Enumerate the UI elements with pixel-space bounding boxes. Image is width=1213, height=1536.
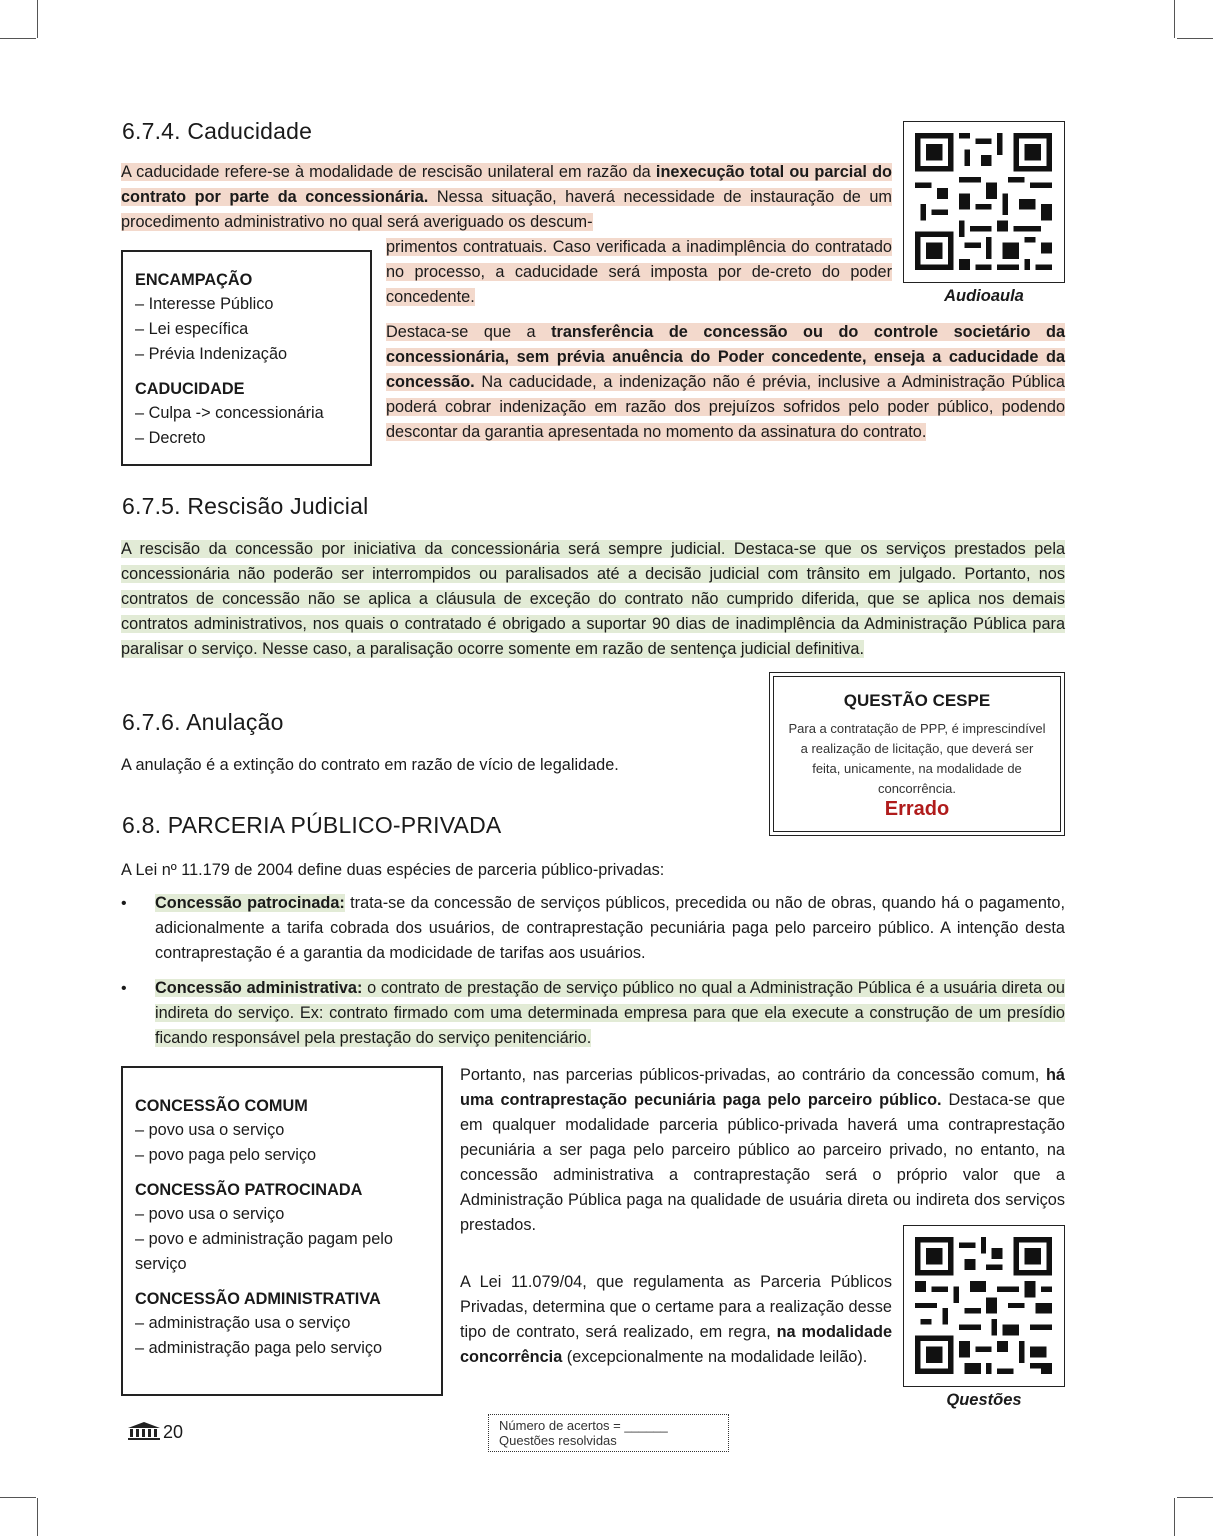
box-item: – povo usa o serviço (135, 1205, 285, 1223)
caducidade-paragraph-1-cont (386, 235, 892, 310)
section-heading-ppp: 6.8. PARCERIA PÚBLICO-PRIVADA (122, 812, 502, 838)
box-title: CONCESSÃO ADMINISTRATIVA (135, 1290, 381, 1308)
score-blank: ______ (624, 1418, 668, 1433)
crop-mark (37, 1498, 38, 1536)
caducidade-text: A caducidade refere-se à modalidade de rescisão unilateral em razão da (121, 163, 656, 181)
qr-code-icon (904, 1226, 1063, 1385)
qr-caption-audioaula: Audioaula (944, 287, 1024, 305)
ppp-intro: A Lei nº 11.179 de 2004 define duas espécies de parceria público-privadas: (121, 861, 665, 879)
ppp-paragraph-3 (460, 1063, 1065, 1238)
cespe-answer: Errado (884, 798, 950, 820)
anulacao-paragraph: A anulação é a extinção do contrato em razão de vício de legalidade. (121, 756, 619, 774)
crop-mark (37, 0, 38, 38)
qr-code-icon (904, 122, 1063, 281)
crop-mark (1174, 0, 1175, 38)
box-item: – Decreto (135, 429, 206, 447)
questao-cespe-box (769, 672, 1065, 836)
box-item: – povo usa o serviço (135, 1121, 285, 1139)
ppp-text: Destaca-se que em qualquer modalidade parceria público-privada haverá uma contraprestação pecuniária a ser paga pelo parceiro público ao parceiro privado, no entanto, na concessão administrativa a contraprestação será o próprio valor que a Administração Pública paga na qualidade de usuária direta ou indireta dos serviços prestados. (460, 1091, 1065, 1234)
box-item: – administração usa o serviço (135, 1314, 351, 1332)
crop-mark (1177, 38, 1213, 39)
caducidade-text: primentos contratuais. Caso verificada a inadimplência do contratado no processo, a caducidade será imposta por de-creto do poder concedente. (386, 238, 892, 306)
ppp-text: Portanto, nas parcerias públicos-privadas, ao contrário da concessão comum, (460, 1066, 1046, 1084)
box-item: – administração paga pelo serviço (135, 1339, 383, 1357)
ppp-text: (excepcionalmente na modalidade leilão). (562, 1348, 868, 1366)
crop-mark (1174, 1498, 1175, 1536)
crop-mark (0, 1497, 36, 1498)
summary-box-concessoes (121, 1066, 443, 1396)
rescisao-text: A rescisão da concessão por iniciativa da concessionária será sempre judicial. Destaca-se que os serviços prestados pela concessionária não poderão ser interrompidos ou paralisados até a decisão judicial com trânsito em julgado. Portanto, nos contratos de concessão não se aplica a cláusula de exceção do contrato não cumprido diferida, que se aplica nos demais contratos administrativos, nos quais o contratado é obrigado a suportar 90 dias de inadimplência da Administração Pública para paralisar o serviço. Nesse caso, a paralisação ocorre somente em razão de sentença judicial definitiva. (121, 540, 1065, 658)
bullet-dot: • (121, 895, 127, 912)
ppp-text-bold: na modalidade concorrência (460, 1323, 893, 1366)
summary-box-encampacao (121, 250, 372, 466)
box-title: CADUCIDADE (135, 380, 245, 398)
qr-code-audioaula[interactable] (903, 121, 1065, 283)
box-item: – povo paga pelo serviço (135, 1146, 317, 1164)
bullet-label: Concessão patrocinada: (155, 894, 345, 912)
caducidade-text-bold: transferência de concessão ou do controle societário da concessionária, sem prévia anuência do Poder concedente, enseja a caducidade da concessão. (386, 323, 1065, 391)
box-item: – Lei específica (135, 320, 249, 338)
caducidade-text-bold: inexecução total ou parcial do contrato por parte da concessionária. (121, 163, 892, 206)
page-number: 20 (163, 1422, 184, 1442)
box-item: – Interesse Público (135, 295, 274, 313)
qr-caption-questoes: Questões (946, 1391, 1022, 1409)
bullet-label: Concessão administrativa: (155, 979, 363, 997)
caducidade-paragraph-1 (121, 160, 892, 235)
score-label-acertos: Número de acertos = (499, 1418, 621, 1433)
crop-mark (0, 38, 36, 39)
box-title: CONCESSÃO PATROCINADA (135, 1181, 363, 1199)
box-title: ENCAMPAÇÃO (135, 271, 253, 289)
bullet-concessao-patrocinada (155, 891, 1065, 966)
section-heading-rescisao-judicial: 6.7.5. Rescisão Judicial (122, 493, 369, 519)
score-label-resolvidas: Questões resolvidas (499, 1433, 617, 1448)
caducidade-text: Destaca-se que a (386, 323, 552, 341)
bullet-concessao-administrativa (155, 976, 1065, 1051)
library-icon (127, 1421, 161, 1446)
crop-mark (1177, 1497, 1213, 1498)
section-heading-anulacao: 6.7.6. Anulação (122, 709, 284, 735)
box-item: – Culpa -> concessionária (135, 404, 324, 422)
bullet-dot: • (121, 980, 127, 997)
score-box (488, 1414, 729, 1452)
caducidade-paragraph-2 (386, 320, 1065, 445)
cespe-title: QUESTÃO CESPE (843, 691, 991, 710)
qr-code-questoes[interactable] (903, 1225, 1065, 1387)
bullet-text: o contrato de prestação de serviço público no qual a Administração Pública é a usuária direta ou indireta do serviço. Ex: contrato firmado com uma determinada empresa para que ela execute a construção de um presídio ficando responsável pela prestação do serviço penitenciário. (155, 979, 1065, 1047)
box-item: – Prévia Indenização (135, 345, 288, 363)
rescisao-judicial-paragraph (121, 537, 1065, 662)
caducidade-text: Nessa situação, haverá necessidade de instauração de um procedimento administrativo no qual será averiguado os descum- (121, 188, 892, 231)
section-heading-caducidade: 6.7.4. Caducidade (122, 118, 313, 144)
bullet-text: trata-se da concessão de serviços públicos, precedida ou não de obras, quando há o pagamento, adicionalmente a tarifa cobrada dos usuários, de contraprestação pecuniária paga pelo parceiro público. A intenção desta contraprestação é a garantia da modicidade de tarifas aos usuários. (155, 894, 1065, 962)
cespe-question: Para a contratação de PPP, é imprescindível a realização de licitação, que deverá ser feita, unicamente, na modalidade de concorrência. (788, 721, 1046, 796)
box-item: – povo e administração pagam pelo serviço (135, 1230, 393, 1273)
ppp-text-bold: há uma contraprestação pecuniária paga pelo parceiro público. (460, 1066, 1065, 1109)
ppp-paragraph-4 (460, 1270, 892, 1370)
caducidade-text: Na caducidade, a indenização não é prévia, inclusive a Administração Pública poderá cobrar indenização em razão dos prejuízos sofridos pelo poder público, podendo descontar da garantia apresentada no momento da assinatura do contrato. (386, 373, 1065, 441)
box-title: CONCESSÃO COMUM (135, 1097, 308, 1115)
ppp-text: A Lei 11.079/04, que regulamenta as Parceria Públicos Privadas, determina que o certame para a realização desse tipo de contrato, será realizado, em regra, (460, 1273, 892, 1341)
